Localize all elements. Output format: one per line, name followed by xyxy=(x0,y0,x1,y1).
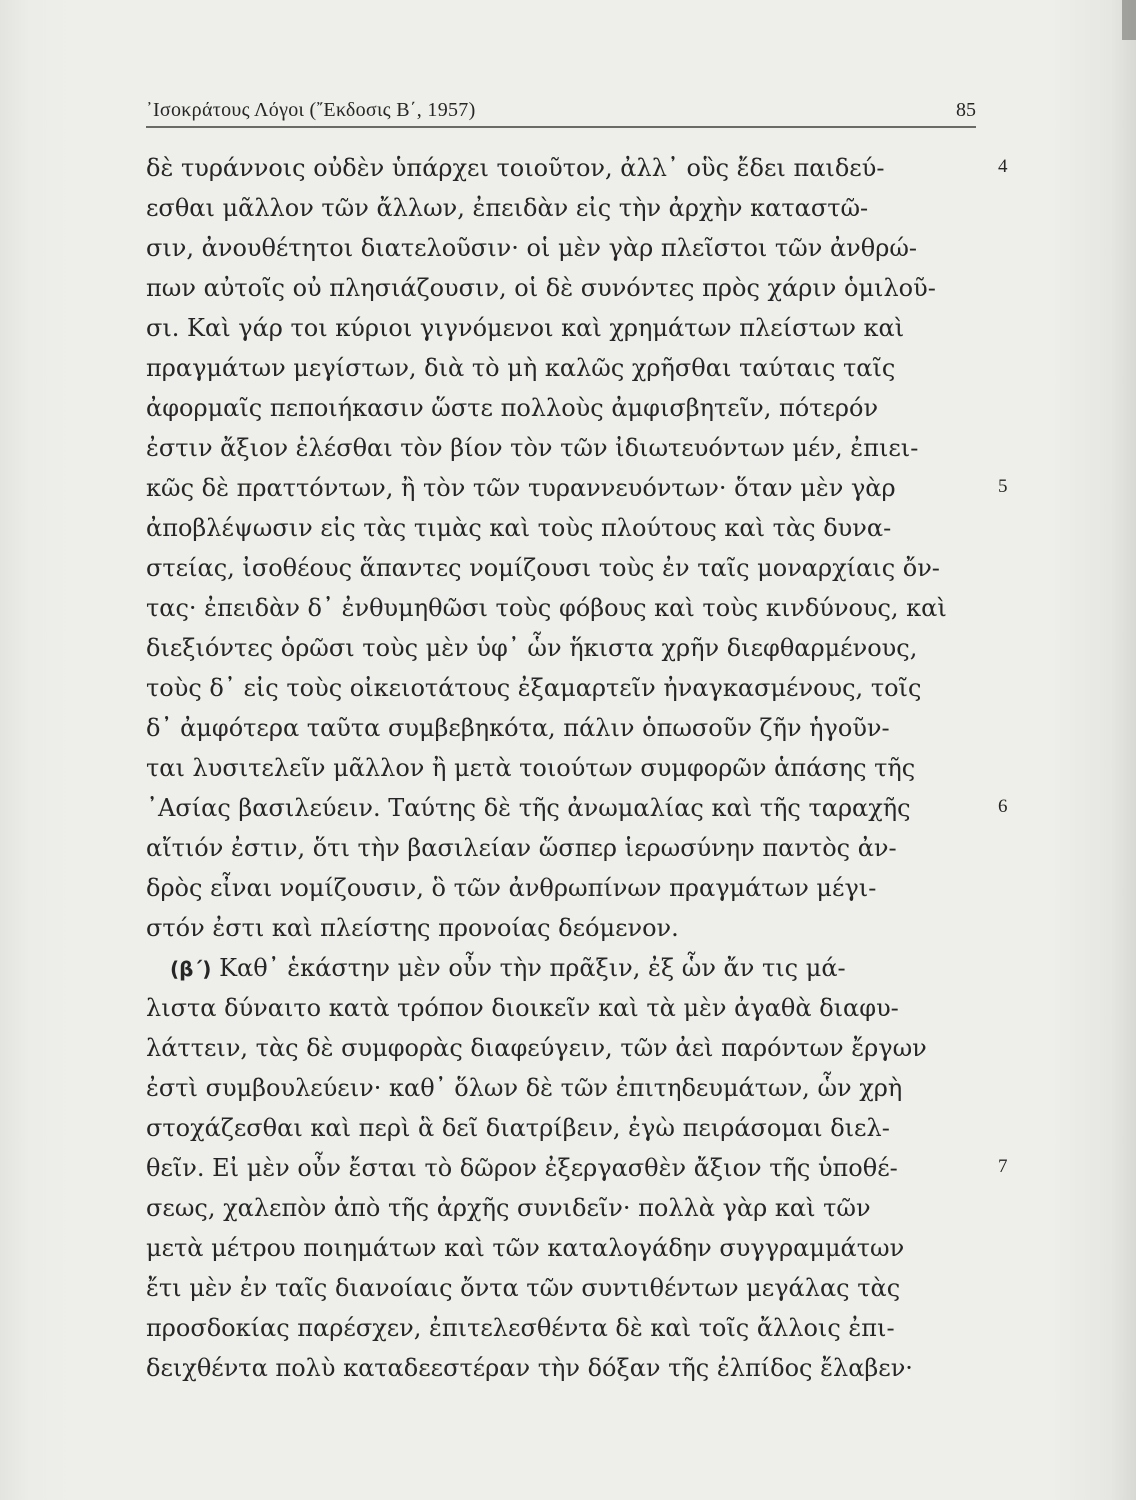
text-line xyxy=(146,548,976,588)
text-line xyxy=(146,388,976,428)
text-line xyxy=(146,228,976,268)
line-body: ται λυσιτελεῖν μᾶλλον ἢ μετὰ τοιούτων συμφορῶν ἁπάσης τῆς xyxy=(146,754,916,782)
line-body: λάττειν, τὰς δὲ συμφορὰς διαφεύγειν, τῶν ἀεὶ παρόντων ἔργων xyxy=(146,1034,927,1062)
line-text xyxy=(146,748,976,788)
text-line xyxy=(146,1228,976,1268)
running-head xyxy=(146,92,976,128)
line-body: εσθαι μᾶλλον τῶν ἄλλων, ἐπειδὰν εἰς τὴν ἀρχὴν καταστῶ- xyxy=(146,194,869,222)
text-line xyxy=(146,1188,976,1228)
line-text xyxy=(146,268,976,308)
text-line xyxy=(146,1108,976,1148)
text-line xyxy=(146,508,976,548)
line-body: τοὺς δ᾽ εἰς τοὺς οἰκειοτάτους ἐξαμαρτεῖν ἠναγκασμένους, τοῖς xyxy=(146,674,922,702)
text-line xyxy=(146,628,976,668)
line-text xyxy=(146,348,976,388)
page-number: 85 xyxy=(956,99,976,121)
line-body: στόν ἐστι καὶ πλείστης προνοίας δεόμενον. xyxy=(146,914,679,942)
text-line xyxy=(146,268,976,308)
text-line xyxy=(146,788,1008,828)
text-line xyxy=(146,1308,976,1348)
line-body: πραγμάτων μεγίστων, διὰ τὸ μὴ καλῶς χρῆσθαι ταύταις ταῖς xyxy=(146,354,896,382)
line-text xyxy=(146,228,976,268)
text-block xyxy=(146,148,1008,1388)
text-line xyxy=(146,748,976,788)
line-body: πων αὐτοῖς οὐ πλησιάζουσιν, οἱ δὲ συνόντες πρὸς χάριν ὁμιλοῦ- xyxy=(146,274,936,302)
line-text xyxy=(146,508,976,548)
section-number: 7 xyxy=(998,1156,1008,1177)
line-body: θεῖν. Εἰ μὲν οὖν ἔσται τὸ δῶρον ἐξεργασθὲν ἄξιον τῆς ὑποθέ- xyxy=(146,1154,898,1182)
line-text xyxy=(146,828,976,868)
line-text xyxy=(146,588,976,628)
line-body: τας· ἐπειδὰν δ᾽ ἐνθυμηθῶσι τοὺς φόβους καὶ τοὺς κινδύνους, καὶ xyxy=(146,594,947,622)
line-body: λιστα δύναιτο κατὰ τρόπον διοικεῖν καὶ τὰ μὲν ἀγαθὰ διαφυ- xyxy=(146,994,899,1022)
line-body: στοχάζεσθαι καὶ περὶ ἃ δεῖ διατρίβειν, ἐγὼ πειράσομαι διελ- xyxy=(146,1114,890,1142)
line-text xyxy=(146,908,976,948)
line-body: στείας, ἰσοθέους ἅπαντες νομίζουσι τοὺς ἐν ταῖς μοναρχίαις ὄν- xyxy=(146,554,940,582)
section-number: 6 xyxy=(998,796,1008,817)
text-line xyxy=(146,428,976,468)
line-body: ᾽Ασίας βασιλεύειν. Ταύτης δὲ τῆς ἀνωμαλίας καὶ τῆς ταραχῆς xyxy=(146,794,911,822)
line-text xyxy=(146,148,976,188)
text-line xyxy=(146,188,976,228)
line-body: ἔτι μὲν ἐν ταῖς διανοίαις ὄντα τῶν συντιθέντων μεγάλας τὰς xyxy=(146,1274,901,1302)
line-body: διεξιόντες ὁρῶσι τοὺς μὲν ὑφ᾽ ὧν ἥκιστα χρῆν διεφθαρμένους, xyxy=(146,634,918,662)
line-body: ἀφορμαῖς πεποιήκασιν ὥστε πολλοὺς ἀμφισβητεῖν, πότερόν xyxy=(146,394,879,422)
line-text xyxy=(146,1268,976,1308)
line-body: σεως, χαλεπὸν ἀπὸ τῆς ἀρχῆς συνιδεῖν· πολλὰ γὰρ καὶ τῶν xyxy=(146,1194,871,1222)
line-text xyxy=(146,708,976,748)
line-body: δειχθέντα πολὺ καταδεεστέραν τὴν δόξαν τῆς ἐλπίδος ἔλαβεν· xyxy=(146,1354,913,1382)
line-text xyxy=(146,1028,976,1068)
line-text xyxy=(146,1108,976,1148)
page-edge-mark xyxy=(1122,0,1136,40)
text-line xyxy=(146,308,976,348)
line-body: ἐστὶ συμβουλεύειν· καθ᾽ ὅλων δὲ τῶν ἐπιτηδευμάτων, ὧν χρὴ xyxy=(146,1074,903,1102)
line-body: ἀποβλέψωσιν εἰς τὰς τιμὰς καὶ τοὺς πλούτους καὶ τὰς δυνα- xyxy=(146,514,892,542)
text-line xyxy=(146,1028,976,1068)
line-text xyxy=(146,1188,976,1228)
text-line xyxy=(146,588,976,628)
line-body: προσδοκίας παρέσχεν, ἐπιτελεσθέντα δὲ καὶ τοῖς ἄλλοις ἐπι- xyxy=(146,1314,895,1342)
line-text xyxy=(146,188,976,228)
text-line xyxy=(146,828,976,868)
line-text xyxy=(146,1308,976,1348)
line-text xyxy=(146,868,976,908)
line-text xyxy=(146,468,976,508)
line-body: κῶς δὲ πραττόντων, ἢ τὸν τῶν τυραννευόντων· ὅταν μὲν γὰρ xyxy=(146,474,896,502)
line-body: ἐστιν ἄξιον ἑλέσθαι τὸν βίον τὸν τῶν ἰδιωτευόντων μέν, ἐπιει- xyxy=(146,434,919,462)
line-text xyxy=(146,1148,976,1188)
line-body: σιν, ἀνουθέτητοι διατελοῦσιν· οἱ μὲν γὰρ πλεῖστοι τῶν ἀνθρώ- xyxy=(146,234,917,262)
text-line xyxy=(146,908,976,948)
line-body: δὲ τυράννοις οὐδὲν ὑπάρχει τοιοῦτον, ἀλλ᾽ οὓς ἔδει παιδεύ- xyxy=(146,154,885,182)
line-text xyxy=(146,1348,976,1388)
text-line xyxy=(146,948,976,988)
text-line xyxy=(146,988,976,1028)
text-line xyxy=(146,468,1008,508)
line-text xyxy=(146,1228,976,1268)
section-number: 4 xyxy=(998,156,1008,177)
line-body: δρὸς εἶναι νομίζουσιν, ὃ τῶν ἀνθρωπίνων πραγμάτων μέγι- xyxy=(146,874,877,902)
line-body: σι. Καὶ γάρ τοι κύριοι γιγνόμενοι καὶ χρημάτων πλείστων καὶ xyxy=(146,314,905,342)
text-line xyxy=(146,1148,1008,1188)
text-line xyxy=(146,708,976,748)
line-text xyxy=(146,428,976,468)
line-text xyxy=(146,548,976,588)
line-body: Καθ᾽ ἑκάστην μὲν οὖν τὴν πρᾶξιν, ἐξ ὧν ἄν τις μά- xyxy=(219,954,846,982)
running-title: ᾽Ισοκράτους Λόγοι (῎Εκδοσις Β΄, 1957) xyxy=(146,99,476,121)
text-line xyxy=(146,668,976,708)
line-text xyxy=(146,308,976,348)
line-text xyxy=(146,988,976,1028)
text-line xyxy=(146,1348,976,1388)
line-text xyxy=(146,1068,976,1108)
text-line xyxy=(146,148,1008,188)
text-line xyxy=(146,1268,976,1308)
text-line xyxy=(146,868,976,908)
section-number: 5 xyxy=(998,476,1008,497)
line-body: δ᾽ ἀμφότερα ταῦτα συμβεβηκότα, πάλιν ὁπωσοῦν ζῆν ἡγοῦν- xyxy=(146,714,890,742)
line-text xyxy=(146,948,976,989)
line-text xyxy=(146,668,976,708)
line-text xyxy=(146,628,976,668)
line-body: μετὰ μέτρου ποιημάτων καὶ τῶν καταλογάδην συγγραμμάτων xyxy=(146,1234,905,1262)
line-text xyxy=(146,788,976,828)
text-line xyxy=(146,1068,976,1108)
line-body: αἴτιόν ἐστιν, ὅτι τὴν βασιλείαν ὥσπερ ἱερωσύνην παντὸς ἀν- xyxy=(146,834,897,862)
line-text xyxy=(146,388,976,428)
section-marker: (β΄) xyxy=(170,957,212,981)
text-line xyxy=(146,348,976,388)
